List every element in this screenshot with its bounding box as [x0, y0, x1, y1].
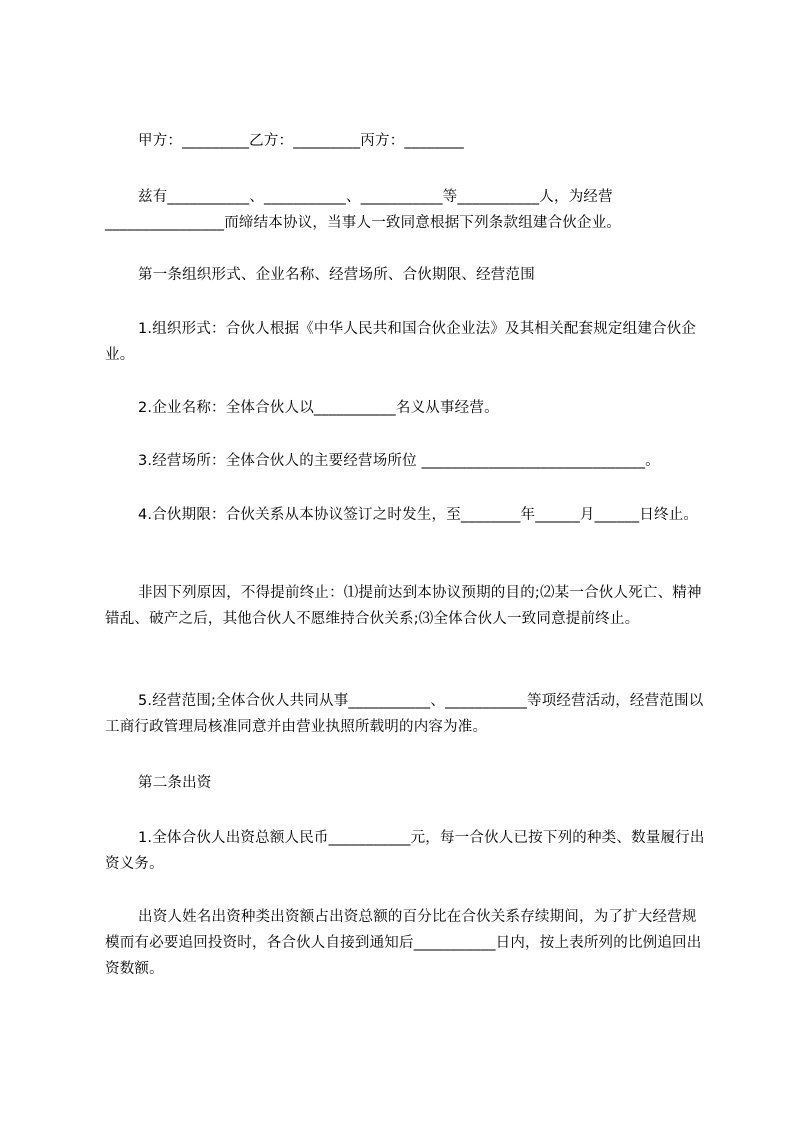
article1-item4: 4.合伙期限：合伙关系从本协议签订之时发生，至________年______月______日终止。 — [138, 507, 699, 523]
article2-title: 第二条出资 — [138, 775, 212, 791]
article1-termination-clause: 非因下列原因，不得提前终止：⑴提前达到本协议预期的目的;⑵某一合伙人死亡、精神错乱、破产之后，其他合伙人不愿维持合伙关系;⑶全体合伙人一致同意提前终止。 — [105, 585, 702, 627]
article1-title: 第一条组织形式、企业名称、经营场所、合伙期限、经营范围 — [138, 267, 535, 283]
preamble-paragraph: 兹有___________、___________、___________等___________人，为经营________________而缔结本协议，当事人一致同意根据下列条款组建合伙企业。 — [105, 189, 622, 231]
article2-table-note: 出资人姓名出资种类出资额占出资总额的百分比在合伙关系存续期间，为了扩大经营规模而有必要追回投资时，各合伙人自接到通知后___________日内，按上表所列的比例追回出资数额。 — [105, 909, 702, 977]
article1-item5: 5.经营范围;全体合伙人共同从事___________、___________等项经营活动，经营范围以工商行政管理局核准同意并由营业执照所载明的内容为准。 — [105, 693, 704, 735]
article1-item1: 1.组织形式：合伙人根据《中华人民共和国合伙企业法》及其相关配套规定组建合伙企业。 — [105, 321, 697, 363]
article1-item3: 3.经营场所：全体合伙人的主要经营场所位 ______________________________。 — [138, 453, 660, 469]
parties-line: 甲方：_________乙方：_________丙方：________ — [138, 133, 464, 149]
article1-item2: 2.企业名称：全体合伙人以___________名义从事经营。 — [138, 400, 499, 416]
article2-item1: 1.全体合伙人出资总额人民币___________元，每一合伙人已按下列的种类、数量履行出资义务。 — [105, 830, 705, 872]
